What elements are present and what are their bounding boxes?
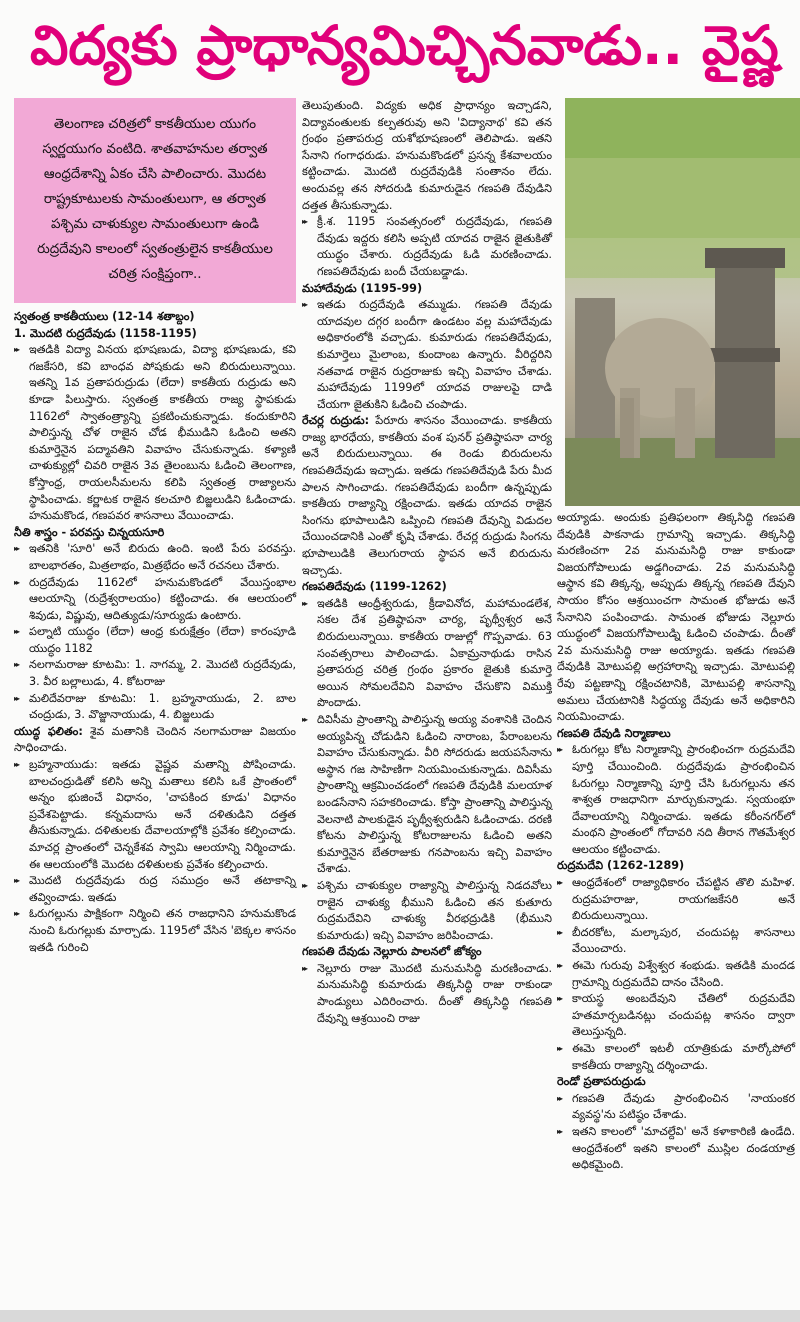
bullet-item: ▸▸ పల్నాటి యుద్ధం (లేదా) ఆంధ్ర కురుక్షేత్రం (లేదా) కారంపూడి యుద్ధం 1182 [14,624,296,657]
bullet-item: ▸▸ ఓరుగల్లును పాక్షికంగా నిర్మించి తన రాజధానిని హనుమకొండ నుంచి ఓరుగల్లుకు మార్చాడు. 1195లో వేసిన 'బెక్కల శాసనం ఇతడి గురించి [14,906,296,956]
temple-photo [565,98,800,506]
section-heading: 1. మొదటి రుద్రదేవుడు (1158-1195) [14,326,197,340]
section-heading: స్వతంత్ర కాకతీయులు (12-14 శతాబ్దం) [14,310,195,323]
column-3 [557,510,795,1174]
bullet-item: ▸▸ క్రీ.శ. 1195 సంవత్సరంలో రుద్రదేవుడు, గణపతి దేవుడు ఇద్దరు కలిసి అప్పటి యాదవ రాజైన జైతుకితో యుద్ధం చేశారు. రుద్రదేవుడు ఓడి మరణించాడు. గణపతిదేవుడు బందీ చేయబడ్డాడు. [302,214,552,280]
section-heading: నీతి శాస్త్రం - పరవస్తు చిన్నయసూరి [14,525,165,539]
bullet-item: ▸▸ ఈమె గురువు విశ్వేశ్వర శంభుడు. ఇతడికి మందడ గ్రామాన్ని రుద్రమదేవి దానం చేసింది. [557,958,795,991]
bullet-item: ▸▸ రుద్రదేవుడు 1162లో హనుమకొండలో వేయిస్తంభాల ఆలయాన్ని (రుద్రేశ్వరాలయం) కట్టించాడు. ఈ ఆలయంలో శివుడు, విష్ణువు, ఆదిత్యుడు/సూర్యుడు ఉంటారు. [14,575,296,625]
section-heading: గణపతి దేవుడి నిర్మాణాలు [557,726,671,740]
inline-heading: యుద్ధ ఫలితం: [14,724,83,738]
bullet-item: ▸▸ బీదరకోట, మల్కాపుర, చందుపట్ల శాసనాలు వేయించారు. [557,925,795,958]
bullet-item: ▸▸ పశ్చిమ చాళుక్యుల రాజ్యాన్ని పాలిస్తున్న నిడదవోలు రాజైన చాళుక్య భీముని ఓడించి తన కుతూరు రుద్రమదేవిని చాళుక్య వీరభద్రుడికి (భీముని కుమారుడు) ఇచ్చి వివాహం జరిపించాడు. [302,878,552,944]
bullet-item: ▸▸ గణపతి దేవుడు ప్రారంభించిన 'నాయంకర వ్యవస్థ'ను పటిష్ఠం చేశాడు. [557,1091,795,1124]
bullet-item: ▸▸ ఇతని కాలంలో 'మాచల్దేవి' అనే కళాకారిణి ఉండేది. ఆంధ్రదేశంలో ఇతని కాలంలో ముస్లిల దండయాత్ర అధికమైంది. [557,1124,795,1174]
paragraph: అయ్యాడు. అందుకు ప్రతిఫలంగా తిక్కసిద్ధి గణపతి దేవుడికి పాకనాడు గ్రామాన్ని ఇచ్చాడు. తిక్కసిద్ధి మరణించగా 2వ మనుమసిద్ధి రాజు కాకుండా విజయగోపాలుడు అడ్డగించాడు. 2వ మనుమసిద్ధి ఆస్థాన కవి తిక్కన్న, అప్పుడు తిక్కన్న గణపతి దేవుని సాయం కోసం ఆశ్రయించగా సామంత భోజుడు అనే సేనానిని పంపించాడు. సామంత భోజుడు నెల్లూరు యుద్ధంలో విజయగోపాలుడ్ని ఓడించి చంపాడు. దీంతో 2వ మనుమసిద్ధి రాజు అయ్యాడు. ఇతడు గణపతి దేవుడికి మోటుపల్లి అగ్రహారాన్ని ఇచ్చాడు. మోటుపల్లి రేవు పట్టణాన్ని రక్షించటానికి, మోటుపల్లి శాసనాన్ని అమలు చేయటానికి సిద్ధయ్య దేవుడు అనే అధికారిని నియమించాడు. [557,511,795,724]
section-heading: గణపతిదేవుడు (1199-1262) [302,580,447,594]
paragraph-text: పేరూరు శాసనం వేయించాడు. కాకతీయ రాజ్య భారధేయ, కాకతీయ వంశ పునర్ ప్రతిష్ఠాపనా చార్య అనే బిరుదులున్నాయి. ఈ రెండు బిరుదులను గణపతిదేవుడు ఇచ్చాడు. ఇతడు గణపతిదేవుడి పేరు మీద పాలన సాగించాడు. గణపతిదేవుడు బందీగా ఉన్నప్పుడు కాకతీయ రాజ్యాన్ని రక్షించాడు. ఇతడు యాదవ రాజైన సింగను భూపాలుడిని ఒప్పించి గణపతి దేవున్ని విడుదల చేయించడానికి ఎంతో కృషి చేశాడు. రేచర్ల రుద్రుడు సింగను భూపాలుడికి తెలుగురాయ స్థాపన అనే బిరుదును ఇచ్చాడు. [302,414,552,577]
column-2 [302,98,552,1027]
bullet-item: ▸▸ కాయస్థ అంబదేవుని చేతిలో రుద్రమదేవి హతమార్చబడినట్లు చందుపట్ల శాసనం ద్వారా తెలుస్తున్నది. [557,991,795,1041]
bullet-item: ▸▸ ఇతడికి ఆంధ్రీశ్వరుడు, క్రీడావినోద, మహామండలేశ, సకల దేశ ప్రతిష్ఠాపనా చార్య, పృథ్వీశ్వర అనే బిరుదులున్నాయి. కాకతీయ రాజుల్లో గొప్పవాడు. 63 సంవత్సరాలు పాలించాడు. ఏకామ్రనాథుడు రాసిన ప్రతాపరుద్ర చరిత్ర గ్రంథం ప్రకారం జైతుకి కుమార్తె అయిన సోమలదేవిని వివాహం చేసుకొని విముక్తి పొందాడు. [302,596,552,712]
bullet-item: ▸▸ నెల్లూరు రాజు మొదటి మనుమసిద్ధి మరణించాడు. మనుమసిద్ధి కుమారుడు తిక్కసిద్ధి రాజు రాకుండా పాండ్యులు ఎదిరించారు. దీంతో తిక్కసిద్ధి గణపతి దేవున్ని ఆశ్రయించి రాజు [302,961,552,1027]
bullet-item: ▸▸ ఆంధ్రదేశంలో రాజ్యాధికారం చేపట్టిన తొలి మహిళ. రుద్రమహరాజు, రాయగజకేసరి అనే బిరుదులున్నాయి. [557,875,795,925]
bullet-item: ▸▸ ఇతడికి విద్యా వినయ భూషణుడు, విద్యా భూషణుడు, కవి గజకేసరి, కవి బాంధవ పోషకుడు అని బిరుదులున్నాయి. ఇతన్ని 1వ ప్రతాపరుద్రుడు (లేదా) కాకతీయ రుద్రుడు అని కూడా పిలుస్తారు. స్వతంత్ర కాకతీయ రాజ్య స్థాపకుడు 1162లో స్వాతంత్ర్యాన్ని ప్రకటించుకున్నాడు. కందుకూరిని పాలిస్తున్న చోళ రాజైన చోడ భీముడిని ఓడించి అతని కుమార్తెనైన పద్మావతిని వివాహం చేసుకున్నాడు. కళ్యాణి చాళుక్యుల్లో చివరి రాజైన 3వ తైలంబును ఓడించి తెలంగాణ, కోస్తాంధ్ర, రాయలసీమలను కలిపి స్వతంత్ర రాజ్యాలను స్థాపించాడు. కర్ణాటక రాజైన కలచూరి బిజ్జలుడిని ఓడించాడు. హనుమకొండ, గణపవర శాసనాలు వేయించాడు. [14,342,296,525]
section-heading: రెండో ప్రతాపరుద్రుడు [557,1075,646,1089]
paragraph [302,413,552,579]
bottom-divider [0,1310,800,1322]
bullet-item: ▸▸ ఇతనికి 'సూరి' అనే బిరుదు ఉంది. ఇంటి పేరు పరవస్తు. బాలభారతం, మిత్రలాభం, మిత్రభేదం అనే రచనలు చేశారు. [14,541,296,574]
intro-box: తెలంగాణ చరిత్రలో కాకతీయుల యుగం స్వర్ణయుగం వంటిది. శాతవాహనుల తర్వాత ఆంధ్రదేశాన్ని ఏకం చేసి పాలించారు. మొదట రాష్ట్రకూటులకు సామంతులుగా, ఆ తర్వాత పశ్చిమ చాళుక్యుల సామంతులుగా ఉండి రుద్రదేవుని కాలంలో స్వతంత్రులైన కాకతీయుల చరిత్ర సంక్షిప్తంగా.. [14,98,296,303]
paragraph-text: శైవ మతానికి చెందిన నలగామరాజు విజయం సాధించాడు. [14,724,296,755]
bullet-item: ▸▸ దివిసీమ ప్రాంతాన్ని పాలిస్తున్న అయ్య వంశానికి చెందిన అయ్యపిన్న చోడుడిని ఓడించి నారాంబ, పేరాంబలను వివాహం చేసుకున్నాడు. వీరి సోదరుడు జయపసేనాను అస్థాన గజ సాహిణిగా నియమించుకున్నాడు. దివిసీమ ప్రాంతాన్ని ఆక్రమించడంలో గణపతి దేవుడికి మలయాళ బండసేనాని సహకరించాడు. కోస్తా ప్రాంతాన్ని పాలిస్తున్న వెలనాటి పాలకుడైన పృథ్వీశ్వరుడిని ఓడించాడు. దరణి కోటను పాలిస్తున్న కోటరాజులను ఓడించి అతని కుమార్తెనైన బేతరాజుకు గనపాంబను ఇచ్చి వివాహం చేశాడు. [302,712,552,878]
paragraph: తెలుపుతుంది. విద్యకు అధిక ప్రాధాన్యం ఇచ్చాడని, విద్యావంతులకు కల్పతరువు అని 'విద్యానాథ' కవి తన గ్రంథం ప్రతాపరుద్ర యశోభూషణంలో తెలిపాడు. ఇతని సేనాని గంగాధరుడు. హనుమకొండలో ప్రసన్న కేశవాలయం కట్టించాడు. మొదటి రుద్రదేవుడికి సంతానం లేదు. అందువల్ల తన సోదరుడి కుమారుడైన గణపతి దేవుడిని దత్తత తీసుకున్నాడు. [302,99,552,212]
headline: విద్యకు ప్రాధాన్యమిచ్చినవాడు.. వైష్ణ [30,14,779,77]
bullet-item: ▸▸ మొదటి రుద్రదేవుడు రుద్ర సముద్రం అనే తటాకాన్ని తవ్వించాడు. ఇతడు [14,873,296,906]
section-heading: మహాదేవుడు (1195-99) [302,281,423,295]
section-heading: గణపతి దేవుడు నెల్లూరు పాలనలో జోక్యం [302,945,482,959]
temple-elephant-image [565,98,800,506]
bullet-item: ▸▸ మలిదేవరాజు కూటమి: 1. బ్రహ్మనాయుడు, 2. బాల చంద్రుడు, 3. వొజ్జానాయుడు, 4. బిజ్జలుడు [14,691,296,724]
paragraph [14,724,296,757]
bullet-item: ▸▸ ఇతడు రుద్రదేవుడి తమ్ముడు. గణపతి దేవుడు యాదవుల దగ్గర బందీగా ఉండటం వల్ల మహాదేవుడు అధికారంలోకి వచ్చాడు. కుమారుడు గణపతిదేవుడు, కుమార్తెలు మైలాంబ, కుందాంబ ఉన్నారు. వీరిద్దరిని నతవాడ రాజైన రుద్రరాజుకు ఇచ్చి వివాహం చేశాడు. మహాదేవుడు 1199లో యాదవ రాజులపై దాడి చేయగా జైతుకిని ఓడించి చంపాడు. [302,297,552,413]
inline-heading: రేచర్ల రుద్రుడు: [302,414,370,428]
bullet-item: ▸▸ ఓరుగల్లు కోట నిర్మాణాన్ని ప్రారంభించగా రుద్రమదేవి పూర్తి చేయించింది. రుద్రదేవుడు ప్రారంభించిన ఓరుగల్లు నిర్మాణాన్ని పూర్తి చేసి ఓరుగల్లును తన శాశ్వత రాజధానిగా మార్చుకున్నాడు. స్వయంభూ దేవాలయాన్ని నిర్మించాడు. ఇతడు కరీంనగర్‌లో మంథని ప్రాంతంలో గోదావరి నది తీరాన గౌతమేశ్వర ఆలయం కట్టించాడు. [557,742,795,858]
column-1 [14,98,296,956]
bullet-item: ▸▸ ఈమె కాలంలో ఇటలీ యాత్రికుడు మార్కోపోలో కాకతీయ రాజ్యాన్ని దర్శించాడు. [557,1041,795,1074]
bullet-item: ▸▸ బ్రహ్మనాయుడు: ఇతడు వైష్ణవ మతాన్ని పోషించాడు. బాలచంద్రుడితో కలిసి అన్ని మతాలు కలిసి ఒకే ప్రాంతంలో అన్నం భుజించే విధానం, 'చాపకింద కూడు' విధానం ప్రవేశపెట్టాడు. కన్నమదాసు అనే దళితుడిని దత్తత తీసుకున్నాడు. దళితులకు దేవాలయాల్లోకి ప్రవేశం కల్పించాడు. మాచర్ల ప్రాంతంలో చెన్నకేశవ స్వామి ఆలయాన్ని నిర్మించాడు. ఈ ఆలయంలోకి మొదట దళితులకు ప్రవేశం కల్పించారు. [14,757,296,873]
section-heading: రుద్రమదేవి (1262-1289) [557,859,685,873]
bullet-item: ▸▸ నలగామరాజు కూటమి: 1. నాగమ్మ, 2. మొదటి రుద్రదేవుడు, 3. వీర బల్లాలుడు, 4. కోటరాజు [14,657,296,690]
